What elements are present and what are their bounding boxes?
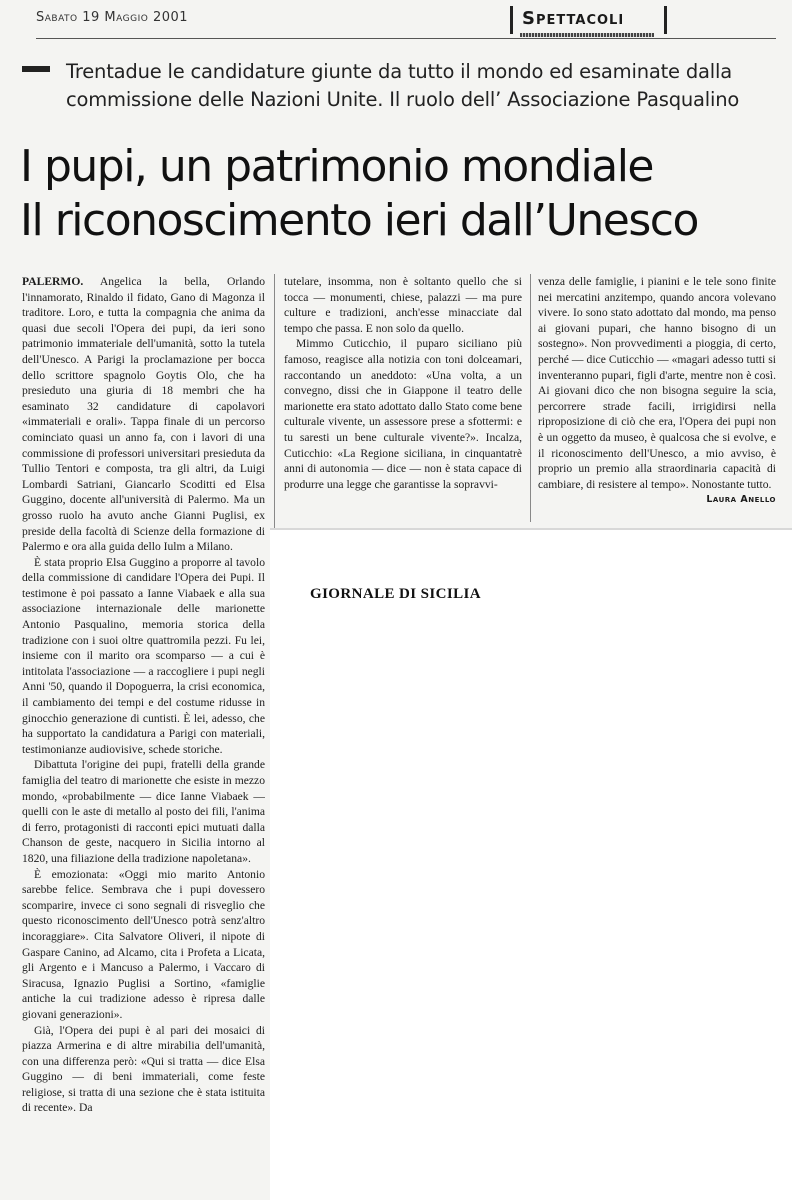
section-title: Spettacoli xyxy=(522,8,625,29)
place-dateline: PALERMO. xyxy=(22,275,84,288)
paragraph: Già, l'Opera dei pupi è al pari dei mosaici di piazza Armerina e di altre mirabilia dell'umanità, con una differenza però: «Qui si tratta — dice Elsa Guggino — di beni immateriali, come feste religiose, si tratta di una sezione che è stata istituita di recente». Da xyxy=(22,1023,265,1115)
author-byline: Laura Anello xyxy=(706,494,776,506)
blank-paper-lower xyxy=(280,700,792,1200)
section-underline xyxy=(520,33,654,37)
article-column-1 xyxy=(22,274,265,1196)
column-divider xyxy=(530,274,531,522)
headline-line-1: I pupi, un patrimonio mondiale xyxy=(20,141,654,192)
article-headline xyxy=(20,140,780,248)
article-column-3 xyxy=(538,274,776,514)
newspaper-source-label: GIORNALE DI SICILIA xyxy=(310,586,481,602)
header-divider xyxy=(36,38,776,39)
column-divider xyxy=(274,274,275,534)
paragraph: È emozionata: «Oggi mio marito Antonio sarebbe felice. Sembrava che i pupi dovessero scomparire, invece ci sono segnali di risveglio che questo riconoscimento dell'Unesco potrà senz'altro incoraggiare». Cita Salvatore Oliveri, il nipote di Gaspare Canino, ad Alcamo, cita i Profeta a Licata, gli Argento e i Mancuso a Palermo, i Vaccaro di Siracusa, Ignazio Puglisi a Sortino, «famiglie antiche la cui tradizione adesso è ripresa dalle giovani generazioni». xyxy=(22,867,265,1021)
article-column-2 xyxy=(284,274,522,514)
paragraph: Dibattuta l'origine dei pupi, fratelli della grande famiglia del teatro di marionette che esiste in mezzo mondo, «probabilmente — dice Ianne Viabaek — quelli con le aste di metallo al posto dei fili, l'anima di ferro, protagonisti di racconti epici mutuati dalla Chanson de geste, nacquero in Sicilia intorno al 1820, una filiazione della tradizione napoletana». xyxy=(22,758,265,865)
section-bar-right xyxy=(664,6,667,34)
paragraph: È stata proprio Elsa Guggino a proporre al tavolo della commissione di candidare l'Opera dei Pupi. Il testimone è poi passato a Ianne Viabaek e alla sua associazione internazionale delle marionette Antonio Pasqualino, memoria storica della tradizione con i suoi oltre quattromila pezzi. Fu lei, insieme con il marito ora scomparso — a cui è intitolata l'associazione — a raccogliere i pupi negli Anni '50, quando il Dopoguerra, la crisi economica, il cambiamento dei tempi e del costume ridusse in ginocchio generazione di cuntisti. È lei, adesso, che ha supportato la candidatura a Parigi con materiali, testimonianze audiovisive, schede storiche. xyxy=(22,555,265,756)
headline-line-2: Il riconoscimento ieri dall’Unesco xyxy=(20,195,698,246)
section-bar-left xyxy=(510,6,513,34)
kicker-dash xyxy=(22,66,50,72)
article-kicker: Trentadue le candidature giunte da tutto il mondo ed esaminate dalla commissione delle Nazioni Unite. Il ruolo dell’ Associazione Pasqualino xyxy=(66,60,740,111)
paragraph: tutelare, insomma, non è soltanto quello che si tocca — monumenti, chiese, palazzi — ma pure culture e tradizioni, anch'esse minacciate dal tempo che passa. E non solo da quello. xyxy=(284,275,522,335)
paragraph: Mimmo Cuticchio, il puparo siciliano più famoso, reagisce alla notizia con toni dolceamari, raccontando un aneddoto: «Una volta, a un convegno, dissi che in Giappone il teatro delle marionette era stato adottato dallo Stato come bene culturale vivente, un assessore prese a sfottermi: e tu saresti un bene culturale vivente?». Incalza, Cuticchio: «La Regione siciliana, in cinquantatrè anni di autonomia — dice — non è stata capace di produrre una legge che garantisse la sopravvi- xyxy=(284,337,522,491)
issue-date: Sabato 19 Maggio 2001 xyxy=(36,10,189,25)
paragraph: PALERMO. Angelica la bella, Orlando l'innamorato, Rinaldo il fidato, Gano di Magonza il traditore. Loro, e tutta la compagnia che anima da quasi due secoli l'Opera dei pupi, da ieri sono patrimonio immateriale dell'umanità, sotto la tutela dell'Unesco. A Parigi la proclamazione per bocca dello scrittore spagnolo Goytis Olo, che ha presieduto una giuria di 18 membri che ha esaminato 32 candidature di capolavori «immateriali e orali». Tappa finale di un percorso cominciato quasi un anno fa, con i lavori di una commissione di professori universitari presieduta da Tullio Tentori e composta, tra gli altri, da Luigi Lombardi Satriani, Giancarlo Scoditti ed Elsa Guggino, docente all'università di Palermo. Ma un grosso ruolo ha avuto anche Gianni Puglisi, ex preside della facoltà di Scienze della formazione di Palermo e ora alla guida dello Iulm a Milano. xyxy=(22,275,265,554)
paragraph: venza delle famiglie, i pianini e le tele sono finite nei mercatini anzitempo, quando ancora volevano vivere. Io sono stato adottato dal mondo, ma penso ai giovani pupari, che hanno bisogno di un sostegno». Non provvedimenti a pioggia, di certo, perché — dice Cuticchio — «magari adesso tutti si inventeranno pupari, figli d'arte, mentre non è così. Ai giovani dico che non bisogna seguire la scia, percorrere strade facili, irrigidirsi nella riproposizione di ciò che era, l'Opera dei pupi non è un oggetto da museo, è qualcosa che si evolve, e il riconoscimento dell'Unesco, a mio avviso, è proprio un premio alla straordinaria capacità di cambiare, di resistere al tempo». Nonostante tutto. Laura Anello xyxy=(538,274,776,492)
